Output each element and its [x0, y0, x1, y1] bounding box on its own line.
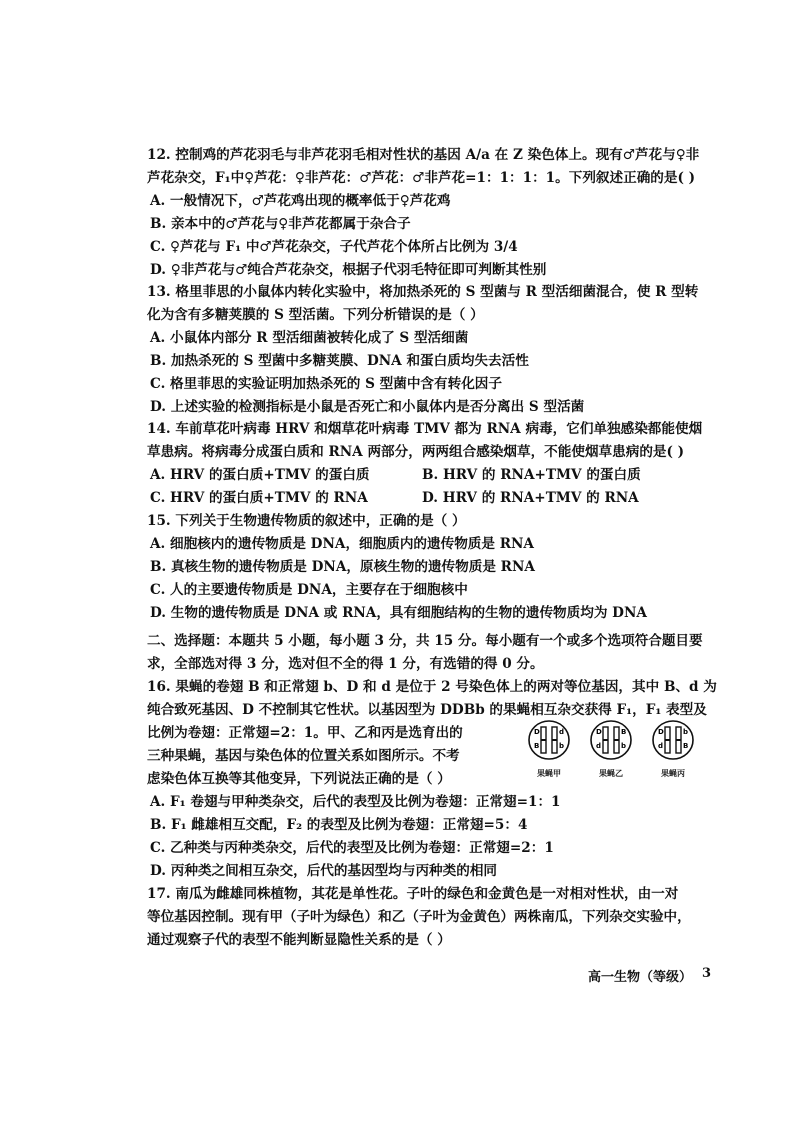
q16-chromosome-figure	[522, 718, 714, 782]
q14-option-a: A. HRV 的蛋白质+TMV 的蛋白质	[150, 467, 370, 483]
fly-bing-gene-3: d	[658, 742, 664, 750]
exam-page: 12. 控制鸡的芦花羽毛与非芦花羽毛相对性状的基因 A/a 在 Z 染色体上。现有♂芦花与♀非 芦花杂交，F₁中♀芦花：♀非芦花：♂芦花：♂非芦花=1：1：1：1。下列叙述正确的是( ) A. 一般情况下，♂芦花鸡出现的概率低于♀芦花鸡 B. 亲本中的♂芦花与♀非芦花都属于杂合子 C. ♀芦花与 F₁ 中♂芦花杂交，子代芦花个体所占比例为 3/4 D. ♀非芦花与♂纯合芦花杂交，根据子代羽毛特征即可判断其性别 13. 格里菲思的小鼠体内转化实验中，将加热杀死的 S 型菌与 R 型活细菌混合，使 R 型转 化为含有多糖荚膜的 S 型活菌。下列分析错误的是（ ） A. 小鼠体内部分 R 型活细菌被转化成了 S 型活细菌 B. 加热杀死的 S 型菌中多糖荚膜、DNA 和蛋白质均失去活性 C. 格里菲思的实验证明加热杀死的 S 型菌中含有转化因子 D. 上述实验的检测指标是小鼠是否死亡和小鼠体内是否分离出 S 型活菌 14. 车前草花叶病毒 HRV 和烟草花叶病毒 TMV 都为 RNA 病毒，它们单独感染都能使烟 草患病。将病毒分成蛋白质和 RNA 两部分，两两组合感染烟草，不能使烟草患病的是( ) A. HRV 的蛋白质+TMV 的蛋白质 B. HRV 的 RNA+TMV 的蛋白质 C. HRV 的蛋白质+TMV 的 RNA D. HRV 的 RNA+TMV 的 RNA 15. 下列关于生物遗传物质的叙述中，正确的是（ ） A. 细胞核内的遗传物质是 DNA，细胞质内的遗传物质是 RNA B. 真核生物的遗传物质是 DNA，原核生物的遗传物质是 RNA C. 人的主要遗传物质是 DNA，主要存在于细胞核中 D. 生物的遗传物质是 DNA 或 RNA，具有细胞结构的生物的遗传物质均为 DNA 二、选择题：本题共 5 小题，每小题 3 分，共 15 分。每小题有一个或多个选项符合题目要 求，全部选对得 3 分，选对但不全的得 1 分，有选错的得 0 分。 16. 果蝇的卷翅 B 和正常翅 b、D 和 d 是位于 2 号染色体上的两对等位基因，其中 B、d 为 纯合致死基因、D 不控制其它性状。以基因型为 DDBb 的果蝇相互杂交获得 F₁，F₁ 表型及 比例为卷翅：正常翅=2：1。甲、乙和丙是选育出的 三种果蝇，基因与染色体的位置关系如图所示。不考 虑染色体互换等其他变异，下列说法正确的是（ ） D B d b 果蝇甲 D B d b 果蝇乙 D B d b 果蝇丙 A. F₁ 卷翅与甲种类杂交，后代的表型及比例为卷翅：正常翅=1：1 B. F₁ 雌雄相互交配，F₂ 的表型及比例为卷翅：正常翅=5：4 C. 乙种类与丙种类杂交，后代的表型及比例为卷翅：正常翅=2：1 D. 丙种类之间相互杂交，后代的基因型均与丙种类的相同 17. 南瓜为雌雄同株植物，其花是单性花。子叶的绿色和金黄色是一对相对性状，由一对 等位基因控制。现有甲（子叶为绿色）和乙（子叶为金黄色）两株南瓜，下列杂交实验中， 通过观察子代的表型不能判断显隐性关系的是（ ） 高一生物（等级） 3	[147, 147, 717, 985]
fly-jia-gene-1: D	[534, 728, 540, 736]
q14-option-b: B. HRV 的 RNA+TMV 的蛋白质	[422, 467, 641, 483]
fly-yi-gene-4: b	[621, 742, 627, 750]
footer-subject: 高一生物（等级）	[588, 970, 693, 985]
fly-jia-diagram	[522, 718, 576, 782]
fly-yi-label: 果蝇乙	[599, 768, 623, 778]
fly-jia-gene-2: B	[534, 742, 540, 750]
fly-jia-gene-4: b	[559, 742, 565, 750]
fly-yi-gene-2: B	[621, 728, 627, 736]
fly-bing-cell-icon	[646, 718, 700, 768]
fly-jia-label: 果蝇甲	[537, 768, 561, 778]
q14-option-c: C. HRV 的蛋白质+TMV 的 RNA	[150, 490, 368, 506]
fly-bing-label: 果蝇丙	[661, 768, 685, 778]
q14-option-d: D. HRV 的 RNA+TMV 的 RNA	[422, 490, 639, 506]
fly-bing-gene-4: b	[683, 728, 689, 736]
footer-page-mark: 3	[702, 966, 712, 981]
fly-jia-gene-3: d	[559, 728, 565, 736]
fly-yi-gene-1: D	[596, 728, 602, 736]
fly-bing-gene-2: B	[683, 742, 689, 750]
fly-bing-diagram	[646, 718, 700, 782]
fly-jia-cell-icon	[522, 718, 576, 768]
fly-yi-diagram	[584, 718, 638, 782]
fly-yi-cell-icon	[584, 718, 638, 768]
fly-yi-gene-3: d	[596, 742, 602, 750]
fly-bing-gene-1: D	[658, 728, 664, 736]
